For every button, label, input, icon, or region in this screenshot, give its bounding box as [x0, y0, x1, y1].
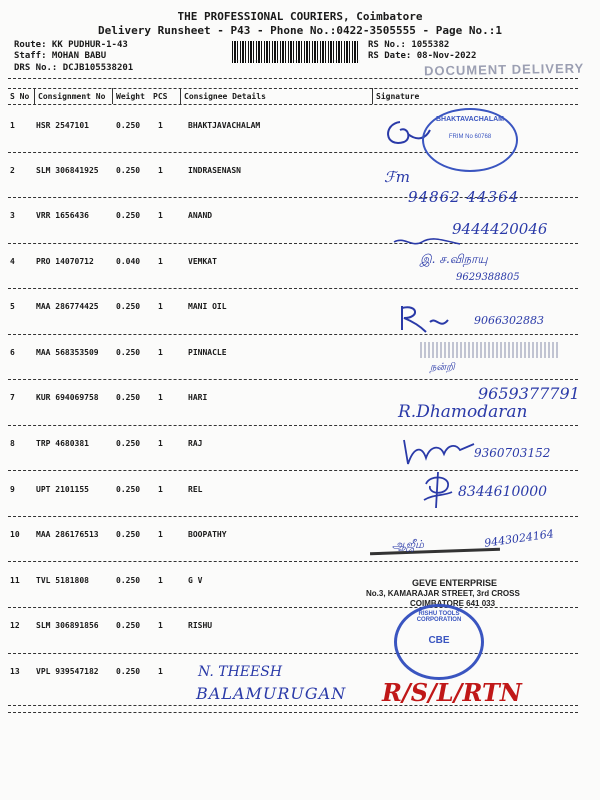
signature-scribble: ℱm [384, 168, 411, 186]
col-signature: Signature [376, 92, 420, 101]
row-pcs: 1 [158, 621, 163, 630]
row-consignee: PINNACLE [188, 348, 227, 357]
handwritten-phone: 9659377791 [478, 384, 580, 403]
col-divider [112, 88, 113, 104]
rtn-mark: R/S/L/RTN [382, 678, 522, 707]
col-weight: Weight [116, 92, 145, 101]
handwritten-phone: 9444420046 [452, 220, 548, 238]
row-consignment: MAA 286176513 [36, 530, 99, 539]
row-pcs: 1 [158, 302, 163, 311]
col-divider [180, 88, 181, 104]
company-seal [394, 604, 484, 680]
handwritten-phone: 94862 44364 [408, 188, 520, 206]
row-consignment: TRP 4680381 [36, 439, 89, 448]
row-divider [8, 561, 578, 562]
row-divider [8, 243, 578, 244]
divider [8, 78, 578, 79]
row-pcs: 1 [158, 667, 163, 676]
col-sno: S No [10, 92, 30, 101]
row-pcs: 1 [158, 166, 163, 175]
rs-date: RS Date: 08-Nov-2022 [368, 51, 477, 61]
row-consignment: MAA 568353509 [36, 348, 99, 357]
row-pcs: 1 [158, 211, 163, 220]
row-weight: 0.250 [116, 166, 141, 175]
stamp-address: COIMBATORE 641 033 [410, 599, 496, 608]
seal-detail: FRIM No 60768 [448, 134, 492, 140]
row-consignee: MANI OIL [188, 302, 227, 311]
row-sno: 13 [10, 667, 20, 676]
row-pcs: 1 [158, 348, 163, 357]
row-weight: 0.250 [116, 621, 141, 630]
row-weight: 0.250 [116, 530, 141, 539]
seal-center: CBE [428, 635, 450, 646]
document-delivery-stamp: DOCUMENT DELIVERY [423, 60, 585, 79]
row-pcs: 1 [158, 257, 163, 266]
row-consignee: BHAKTJAVACHALAM [188, 121, 261, 130]
signature-scribble [396, 302, 456, 336]
row-consignee: INDRASENASN [188, 166, 241, 175]
row-divider [8, 425, 578, 426]
row-consignee: G V [188, 576, 203, 585]
row-weight: 0.250 [116, 667, 141, 676]
faded-stamp [420, 342, 560, 358]
row-consignment: UPT 2101155 [36, 485, 89, 494]
row-sno: 7 [10, 393, 15, 402]
row-pcs: 1 [158, 439, 163, 448]
stamp-company: GEVE ENTERPRISE [412, 578, 498, 588]
row-consignee: HARI [188, 393, 208, 402]
barcode [232, 41, 358, 63]
col-consignment: Consignment No [38, 92, 106, 101]
row-weight: 0.250 [116, 393, 141, 402]
row-weight: 0.250 [116, 302, 141, 311]
handwritten-phone: 9360703152 [474, 446, 551, 460]
row-pcs: 1 [158, 393, 163, 402]
row-sno: 11 [10, 576, 20, 585]
runsheet-title: Delivery Runsheet - P43 - Phone No.:0422-3505555 - Page No.:1 [98, 24, 502, 37]
row-consignee: ANAND [188, 211, 213, 220]
row-divider [8, 516, 578, 517]
row-pcs: 1 [158, 576, 163, 585]
row-consignment: HSR 2547101 [36, 121, 89, 130]
row-weight: 0.250 [116, 576, 141, 585]
staff-label: Staff: MOHAN BABU [14, 51, 107, 61]
row-consignee: RISHU [188, 621, 213, 630]
row-consignment: KUR 694069758 [36, 393, 99, 402]
handwritten-note: நன்றி [430, 362, 455, 373]
company-seal [422, 108, 518, 172]
row-consignee: BOOPATHY [188, 530, 227, 539]
handwritten-name: BALAMURUGAN [196, 684, 347, 703]
col-divider [34, 88, 35, 104]
route-label: Route: KK PUDHUR-1-43 [14, 40, 128, 50]
row-consignee: REL [188, 485, 203, 494]
row-divider [8, 379, 578, 380]
row-weight: 0.250 [116, 348, 141, 357]
row-divider [8, 653, 578, 654]
signature-scribble [392, 234, 462, 250]
row-sno: 10 [10, 530, 20, 539]
seal-name: BHAKTAVACHALAM [435, 116, 505, 123]
handwritten-name: R.Dhamodaran [398, 402, 528, 422]
col-pcs: PCS [153, 92, 168, 101]
row-divider [8, 334, 578, 335]
row-weight: 0.250 [116, 485, 141, 494]
row-divider [8, 288, 578, 289]
drs-label: DRS No.: DCJB105538201 [14, 63, 134, 73]
handwritten-phone: 8344610000 [458, 484, 548, 500]
handwritten-phone: 9443024164 [483, 527, 555, 550]
row-consignment: SLM 306841925 [36, 166, 99, 175]
col-divider [372, 88, 373, 104]
handwritten-phone: 9629388805 [456, 272, 520, 283]
rs-number: RS No.: 1055382 [368, 40, 450, 50]
row-consignment: MAA 286774425 [36, 302, 99, 311]
signature-scribble [400, 434, 480, 468]
row-consignment: PRO 14070712 [36, 257, 94, 266]
row-sno: 12 [10, 621, 20, 630]
seal-name: RISHU TOOLS CORPORATION [416, 611, 462, 623]
row-sno: 3 [10, 211, 15, 220]
signature-tamil: ஆஜீம் [392, 538, 424, 551]
row-weight: 0.040 [116, 257, 141, 266]
row-consignment: SLM 306891856 [36, 621, 99, 630]
row-sno: 2 [10, 166, 15, 175]
row-sno: 9 [10, 485, 15, 494]
signature-tamil: இ. ச.விநாயு [420, 252, 488, 266]
company-title: THE PROFESSIONAL COURIERS, Coimbatore [177, 10, 423, 23]
divider [8, 88, 578, 89]
divider [8, 104, 578, 105]
stamp-address: No.3, KAMARAJAR STREET, 3rd CROSS [366, 589, 520, 598]
signature-scribble [420, 470, 456, 510]
handwritten-name: N. THEESH [198, 664, 283, 680]
row-consignment: TVL 5181808 [36, 576, 89, 585]
row-consignee: VEMKAT [188, 257, 217, 266]
row-weight: 0.250 [116, 121, 141, 130]
row-consignee: RAJ [188, 439, 203, 448]
row-weight: 0.250 [116, 211, 141, 220]
row-pcs: 1 [158, 485, 163, 494]
row-weight: 0.250 [116, 439, 141, 448]
row-consignment: VRR 1656436 [36, 211, 89, 220]
handwritten-note: 9066302883 [474, 314, 544, 327]
row-sno: 8 [10, 439, 15, 448]
row-sno: 6 [10, 348, 15, 357]
row-consignment: VPL 939547182 [36, 667, 99, 676]
row-divider [8, 712, 578, 713]
col-consignee: Consignee Details [184, 92, 266, 101]
row-pcs: 1 [158, 530, 163, 539]
row-sno: 5 [10, 302, 15, 311]
row-sno: 4 [10, 257, 15, 266]
row-pcs: 1 [158, 121, 163, 130]
row-divider [8, 470, 578, 471]
row-sno: 1 [10, 121, 15, 130]
strike-mark [370, 548, 500, 556]
